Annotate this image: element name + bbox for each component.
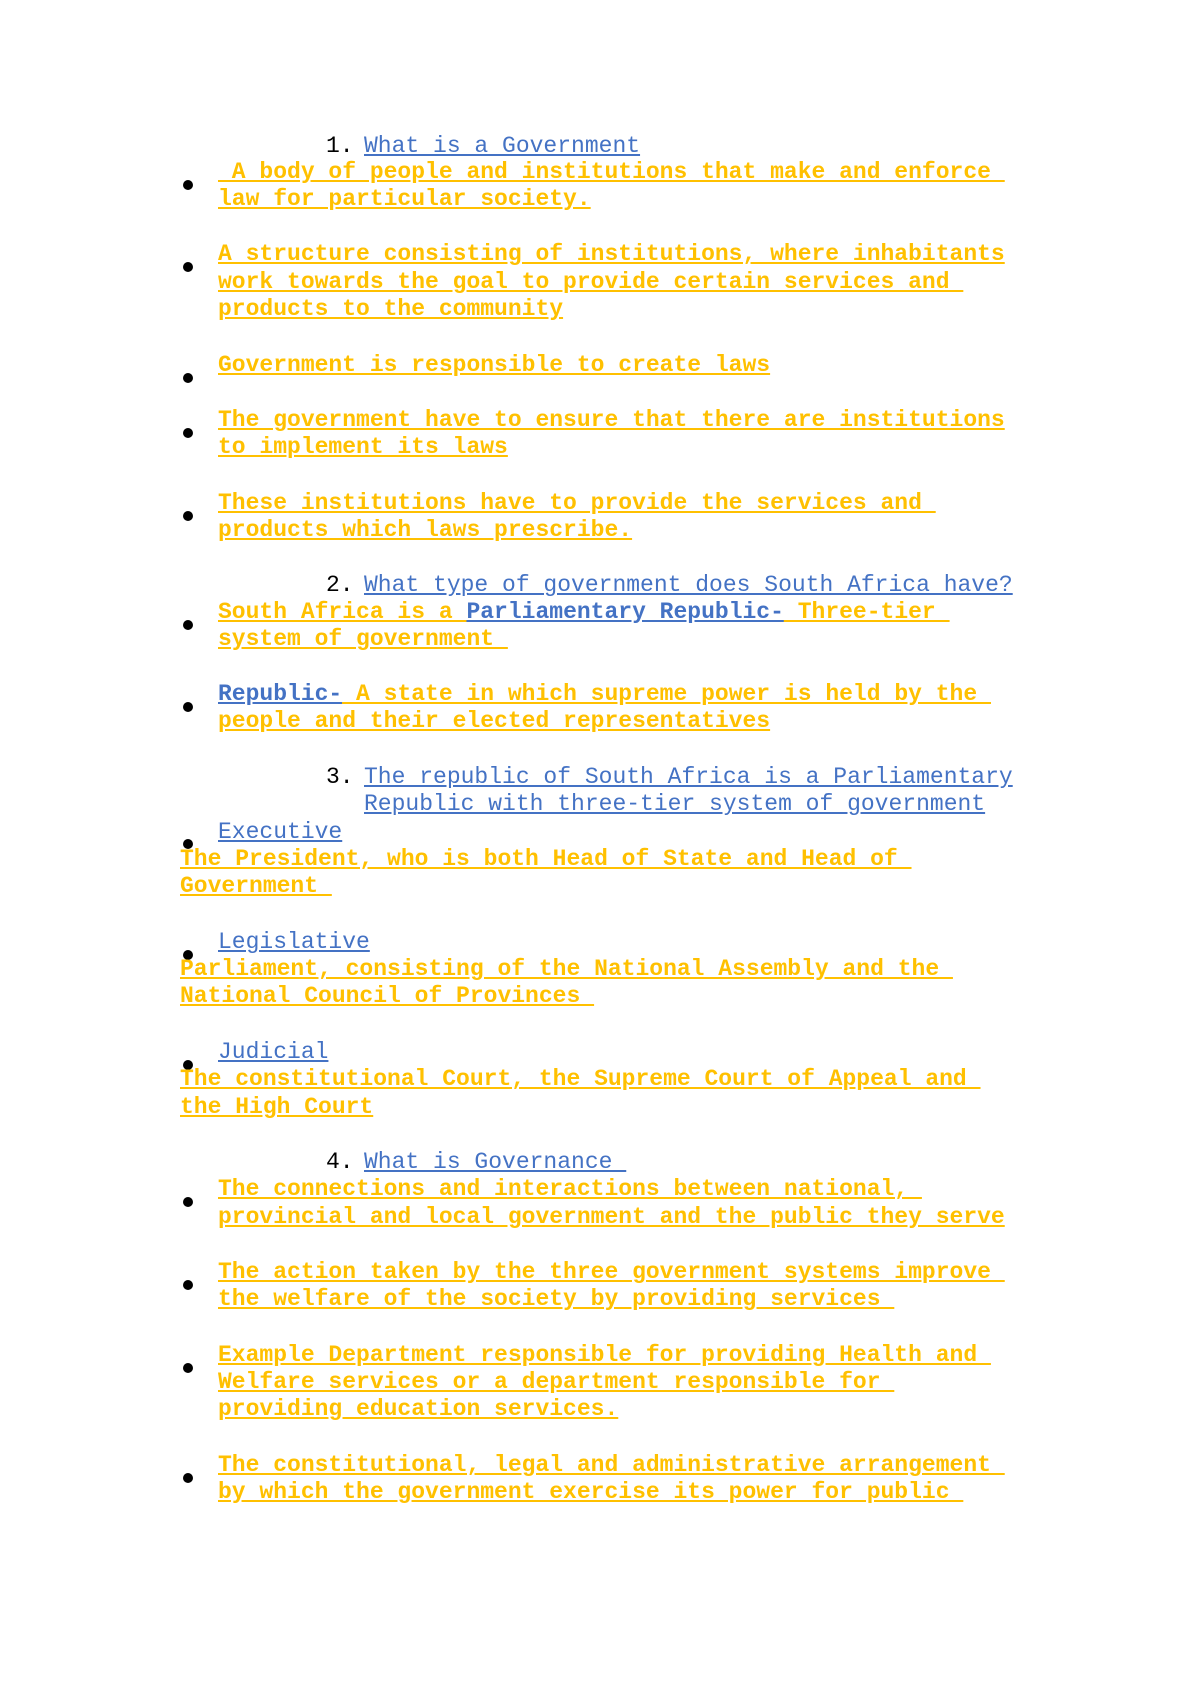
- list-item-line: products which laws prescribe.: [218, 517, 633, 543]
- branch-description: National Council of Provinces: [180, 983, 595, 1009]
- list-number: 1.: [326, 133, 354, 159]
- bullet-icon: [183, 511, 193, 521]
- bullet-icon: [183, 1473, 193, 1483]
- list-item-line: The constitutional, legal and administrative arrangement: [218, 1452, 1005, 1478]
- list-item-line: people and their elected representatives: [218, 708, 771, 734]
- section-heading: What is a Government: [364, 133, 641, 159]
- list-item-line: Government is responsible to create laws: [218, 352, 771, 378]
- branch-description: the High Court: [180, 1094, 374, 1120]
- bullet-icon: [183, 620, 193, 630]
- list-item-line: These institutions have to provide the services and: [218, 490, 936, 516]
- list-item-line: Example Department responsible for providing Health and: [218, 1342, 991, 1368]
- list-item-line: Welfare services or a department responsible for: [218, 1369, 895, 1395]
- bullet-icon: [183, 180, 193, 190]
- list-item-line: products to the community: [218, 296, 564, 322]
- section-heading: Republic with three-tier system of government: [364, 791, 986, 817]
- list-item-line: work towards the goal to provide certain services and: [218, 269, 964, 295]
- list-number: 4.: [326, 1149, 354, 1175]
- bullet-icon: [183, 428, 193, 438]
- list-item-line: providing education services.: [218, 1396, 619, 1422]
- list-item-line: The connections and interactions between national,: [218, 1176, 922, 1202]
- list-item-line: provincial and local government and the public they serve: [218, 1204, 1005, 1230]
- branch-name: Legislative: [218, 929, 370, 955]
- list-item-line: A body of people and institutions that make and enforce: [218, 159, 1005, 185]
- bullet-icon: [183, 1280, 193, 1290]
- list-item-line: Republic- A state in which supreme power is held by the: [218, 681, 991, 707]
- list-item-line: by which the government exercise its power for public: [218, 1479, 964, 1505]
- list-item-line: to implement its laws: [218, 434, 508, 460]
- list-item-line: The action taken by the three government systems improve: [218, 1259, 1005, 1285]
- bullet-icon: [183, 1363, 193, 1373]
- bullet-icon: [183, 262, 193, 272]
- list-item-line: law for particular society.: [218, 186, 591, 212]
- branch-description: The President, who is both Head of State and Head of: [180, 846, 912, 872]
- highlighted-term: Republic-: [218, 681, 343, 707]
- list-item-line: system of government: [218, 626, 508, 652]
- branch-description: The constitutional Court, the Supreme Court of Appeal and: [180, 1066, 981, 1092]
- bullet-icon: [183, 702, 193, 712]
- list-item-line: The government have to ensure that there are institutions: [218, 407, 1005, 433]
- list-item-line: A structure consisting of institutions, where inhabitants: [218, 241, 1005, 267]
- bullet-icon: [183, 373, 193, 383]
- list-number: 3.: [326, 764, 354, 790]
- section-heading: What type of government does South Africa have?: [364, 572, 1013, 598]
- section-heading: The republic of South Africa is a Parliamentary: [364, 764, 1013, 790]
- list-number: 2.: [326, 572, 354, 598]
- branch-name: Judicial: [218, 1039, 329, 1065]
- branch-description: Government: [180, 873, 332, 899]
- bullet-icon: [183, 1197, 193, 1207]
- branch-description: Parliament, consisting of the National Assembly and the: [180, 956, 953, 982]
- branch-name: Executive: [218, 819, 343, 845]
- highlighted-term: Parliamentary Republic-: [466, 599, 784, 625]
- list-item-line: the welfare of the society by providing services: [218, 1286, 895, 1312]
- list-item-line: South Africa is a Parliamentary Republic- Three-tier: [218, 599, 950, 625]
- section-heading: What is Governance: [364, 1149, 627, 1175]
